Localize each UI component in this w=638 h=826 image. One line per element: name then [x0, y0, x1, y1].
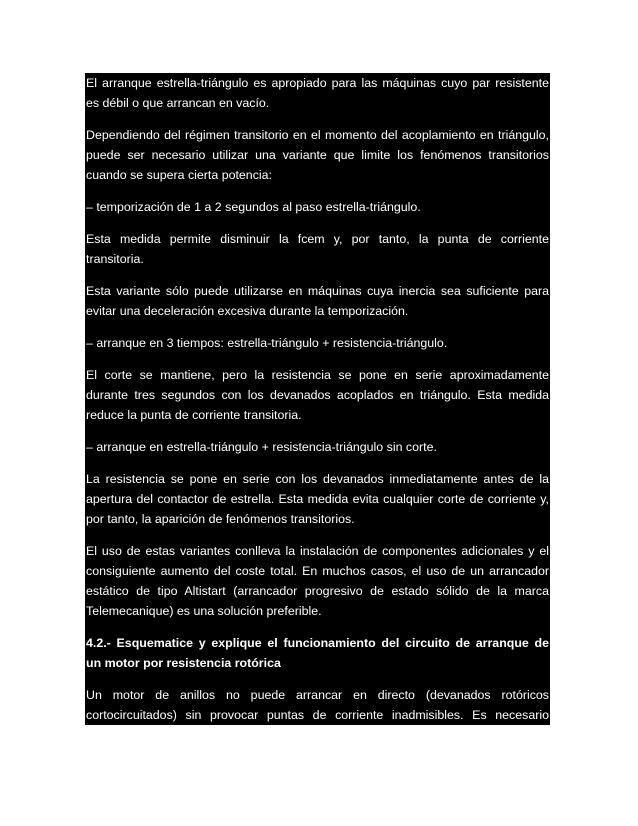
paragraph-10-line-4: Telemecanique) es una solución preferible.: [85, 601, 550, 621]
paragraph-9-line-1: La resistencia se pone en serie con los devanados inmediatamente antes de la: [85, 469, 550, 489]
paragraph-10-line-1: El uso de estas variantes conlleva la instalación de componentes adicionales y el: [85, 541, 550, 561]
paragraph-4-line-2: transitoria.: [85, 249, 550, 269]
paragraph-5-line-1: Esta variante sólo puede utilizarse en máquinas cuya inercia sea suficiente para: [85, 281, 550, 301]
paragraph-gap: [85, 425, 550, 437]
paragraph-12-line-2: cortocircuitados) sin provocar puntas de corriente inadmisibles. Es necesario: [85, 705, 550, 725]
paragraph-10-line-2: consiguiente aumento del coste total. En muchos casos, el uso de un arrancador: [85, 561, 550, 581]
paragraph-2-line-2: puede ser necesario utilizar una variante que limite los fenómenos transitorios: [85, 145, 550, 165]
paragraph-12-line-1: Un motor de anillos no puede arrancar en directo (devanados rotóricos: [85, 685, 550, 705]
paragraph-5-line-2: evitar una deceleración excesiva durante la temporización.: [85, 301, 550, 321]
paragraph-gap: [85, 621, 550, 633]
paragraph-gap: [85, 529, 550, 541]
paragraph-gap: [85, 185, 550, 197]
paragraph-9-line-3: por tanto, la aparición de fenómenos transitorios.: [85, 509, 550, 529]
paragraph-10-line-3: estático de tipo Altistart (arrancador progresivo de estado sólido de la marca: [85, 581, 550, 601]
paragraph-9-line-2: apertura del contactor de estrella. Esta medida evita cualquier corte de corriente y,: [85, 489, 550, 509]
paragraph-gap: [85, 217, 550, 229]
paragraph-gap: [85, 113, 550, 125]
paragraph-4-line-1: Esta medida permite disminuir la fcem y, por tanto, la punta de corriente: [85, 229, 550, 249]
paragraph-7-line-3: reduce la punta de corriente transitoria.: [85, 405, 550, 425]
section-heading-line-1: 4.2.- Esquematice y explique el funcionamiento del circuito de arranque de: [85, 633, 550, 653]
paragraph-3-line-1: – temporización de 1 a 2 segundos al paso estrella-triángulo.: [85, 197, 550, 217]
paragraph-2-line-3: cuando se supera cierta potencia:: [85, 165, 550, 185]
paragraph-gap: [85, 269, 550, 281]
paragraph-gap: [85, 321, 550, 333]
paragraph-1-line-1: El arranque estrella-triángulo es apropiado para las máquinas cuyo par resistente: [85, 73, 550, 93]
paragraph-gap: [85, 457, 550, 469]
section-heading-line-2: un motor por resistencia rotórica: [85, 653, 550, 673]
paragraph-7-line-1: El corte se mantiene, pero la resistencia se pone en serie aproximadamente: [85, 365, 550, 385]
paragraph-1-line-2: es débil o que arrancan en vacío.: [85, 93, 550, 113]
paragraph-2-line-1: Dependiendo del régimen transitorio en el momento del acoplamiento en triángulo,: [85, 125, 550, 145]
paragraph-7-line-2: durante tres segundos con los devanados acoplados en triángulo. Esta medida: [85, 385, 550, 405]
paragraph-gap: [85, 673, 550, 685]
document-page: [85, 73, 550, 725]
paragraph-6-line-1: – arranque en 3 tiempos: estrella-triángulo + resistencia-triángulo.: [85, 333, 550, 353]
paragraph-gap: [85, 353, 550, 365]
paragraph-8-line-1: – arranque en estrella-triángulo + resistencia-triángulo sin corte.: [85, 437, 550, 457]
